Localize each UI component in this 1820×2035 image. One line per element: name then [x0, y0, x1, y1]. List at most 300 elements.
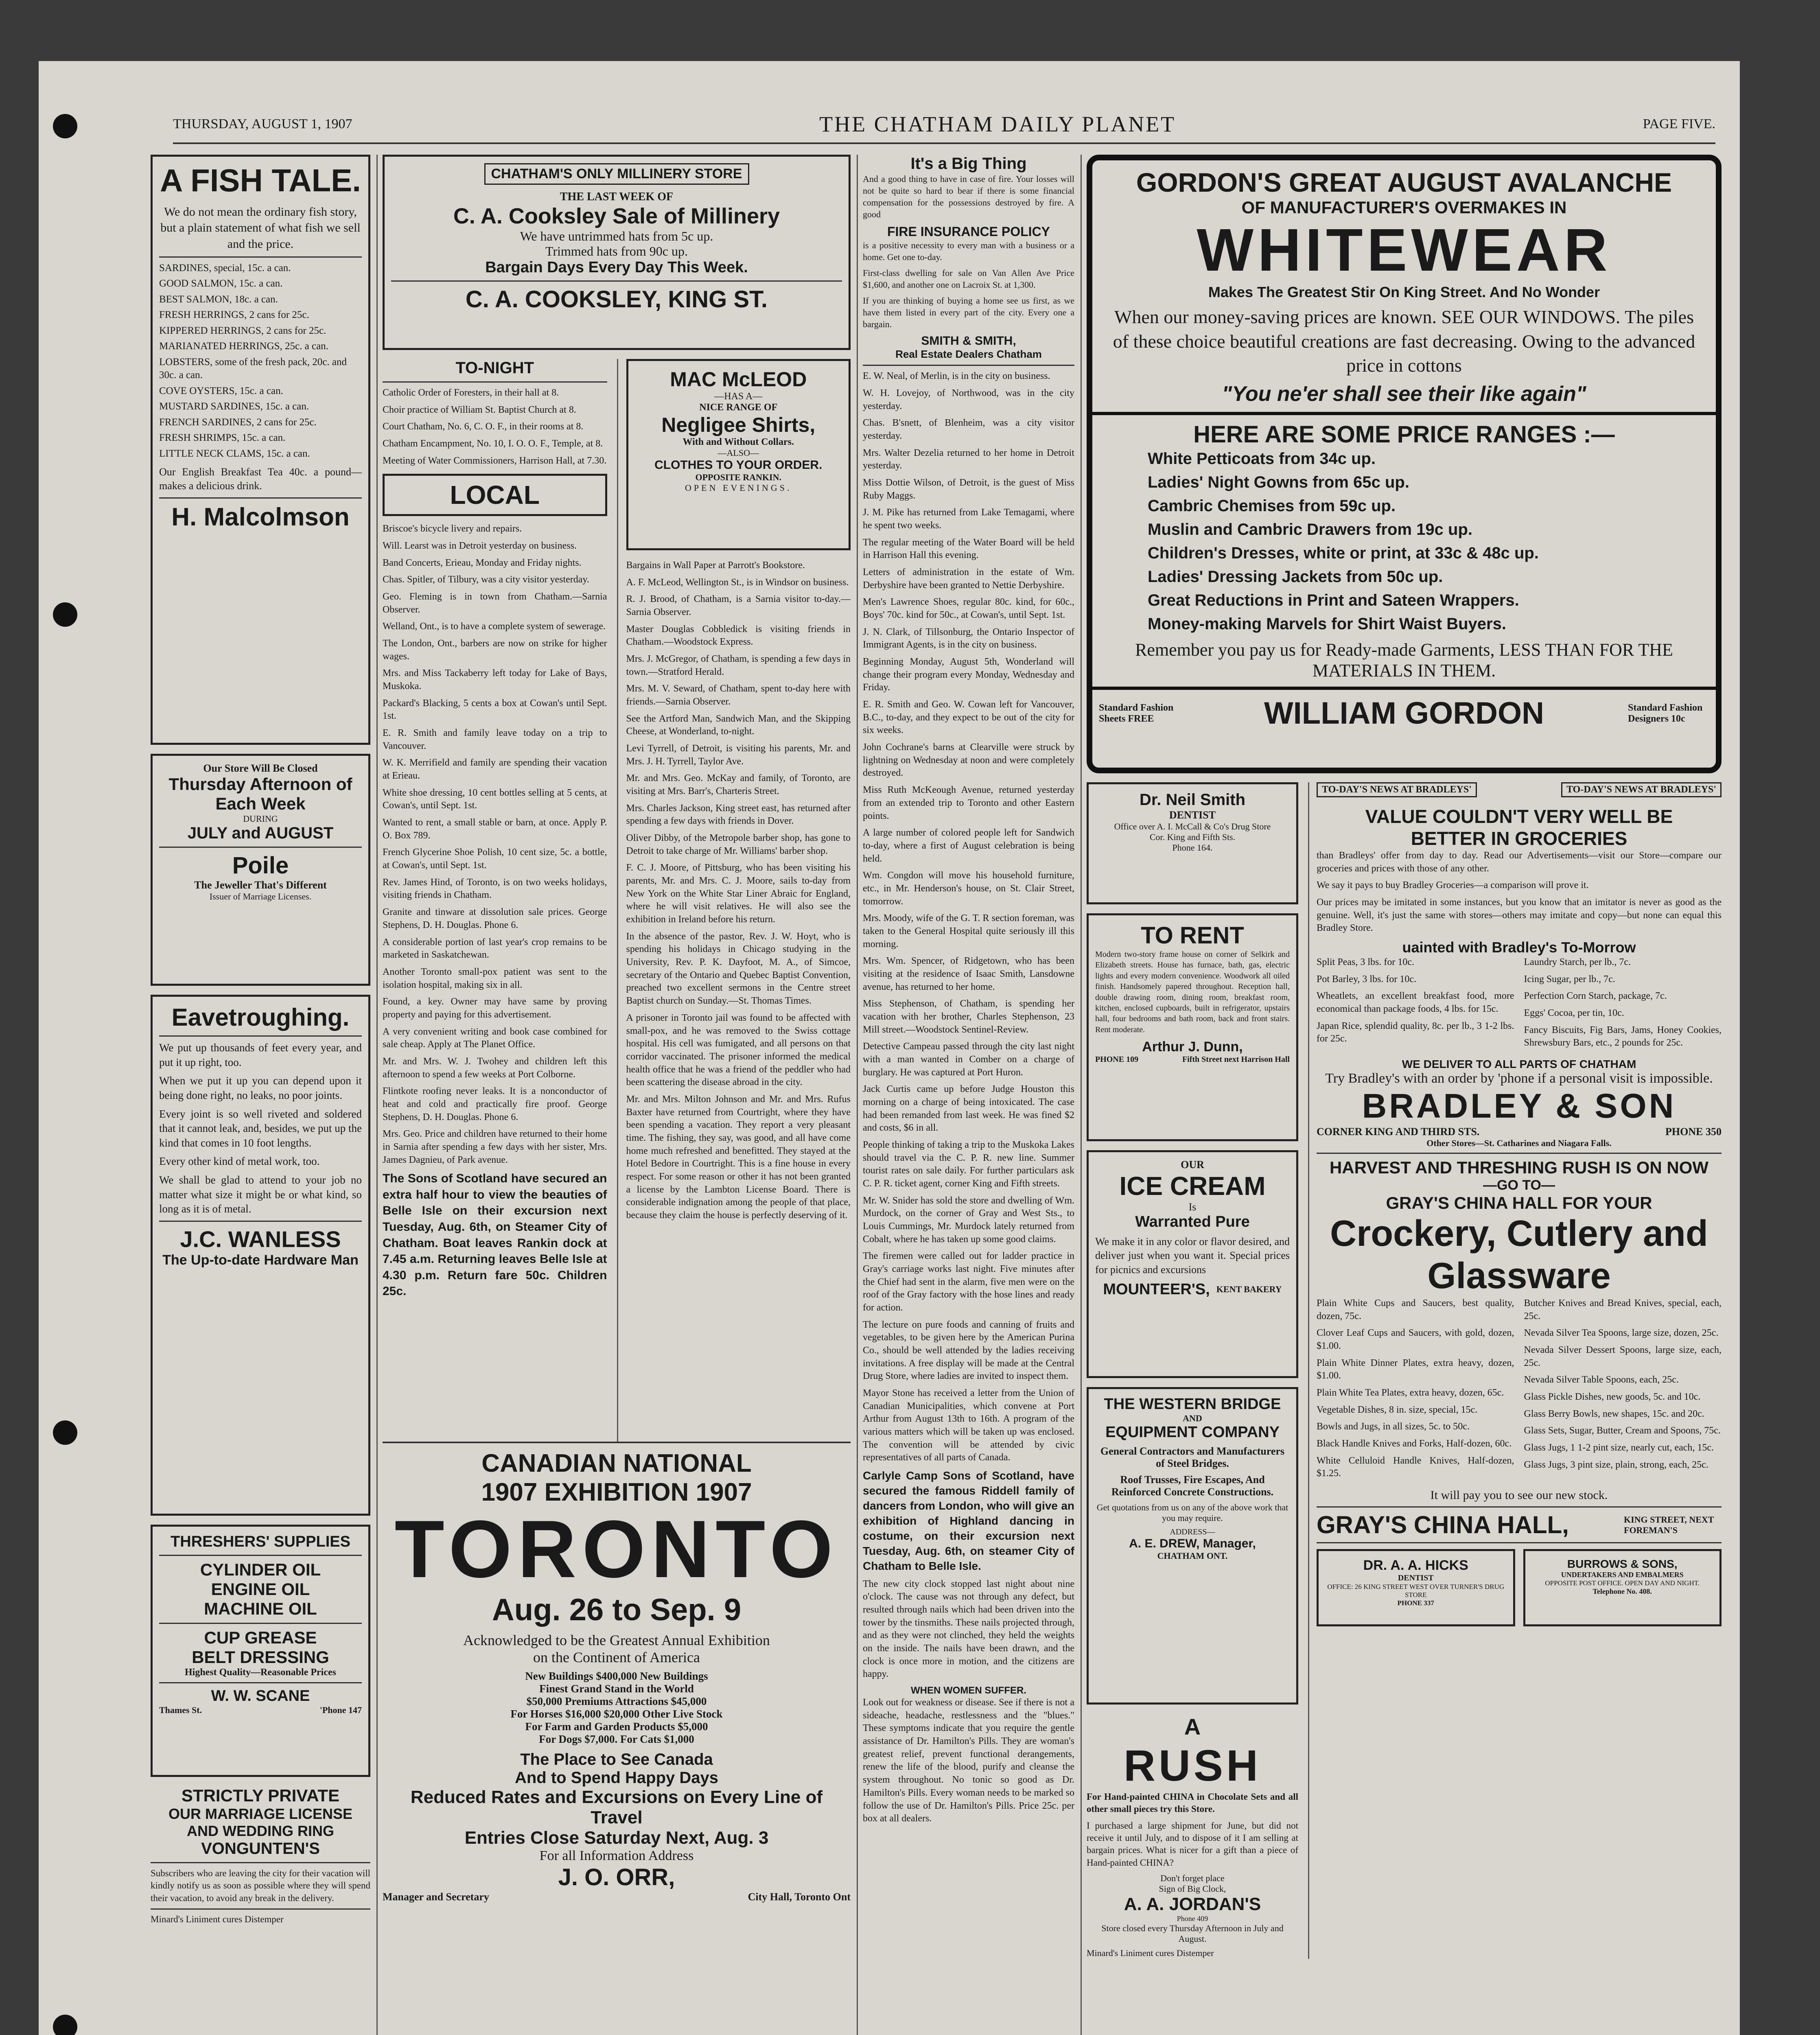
ad-title: C. A. Cooksley Sale of Millinery — [453, 204, 780, 228]
news-item: Wanted to rent, a small stable or barn, at once. Apply P. O. Box 789. — [383, 817, 607, 841]
ad-line: Trimmed hats from 90c up. — [545, 244, 688, 258]
ad-line: Manager and Secretary — [383, 1891, 489, 1903]
advertiser-name: SMITH & SMITH, — [921, 334, 1016, 348]
list-item: Bowls and Jugs, in all sizes, 5c. to 50c. — [1317, 1421, 1470, 1432]
news-item: A prisoner in Toronto jail was found to be affected with small-pox, and he was removed to the Swiss cottage hospital. His cell was fumigated, and all persons on that corridor vaccinated. The prisoner informed the medical health office that he was a friend of the peddler who had been scattering the disease abroad in the city. — [626, 1012, 851, 1088]
ad-title: Negligee Shirts, — [661, 414, 816, 436]
ad-line: ENGINE OIL — [211, 1580, 310, 1599]
fish-price-list — [159, 262, 362, 461]
binder-hole — [53, 602, 77, 627]
address: City Hall, Toronto Ont — [748, 1891, 851, 1903]
ad-line: And to Spend Happy Days — [514, 1769, 719, 1787]
news-item: Welland, Ont., is to have a complete system of sewerage. — [383, 621, 606, 632]
news-item: The regular meeting of the Water Board will be held in Harrison Hall this evening. — [863, 537, 1074, 561]
news-item: The London, Ont., barbers are now on strike for higher wages. — [383, 638, 607, 662]
ad-line: Don't forget place — [1160, 1873, 1225, 1884]
news-item: Rev. James Hind, of Toronto, is on two weeks holidays, visiting friends in Chatham. — [383, 877, 607, 901]
news-item: Miss Ruth McKeough Avenue, returned yesterday from an extended trip to Toronto and other Eastern points. — [863, 785, 1074, 821]
ad-line: Warranted Pure — [1135, 1213, 1250, 1230]
ad-line: UNDERTAKERS AND EMBALMERS — [1561, 1571, 1684, 1579]
ad-line: BELT DRESSING — [192, 1648, 329, 1667]
binder-hole — [53, 1420, 77, 1445]
news-item: Another Toronto small-pox patient was sent to the isolation hospital, making six in all. — [383, 966, 607, 990]
news-item-highlight: The Sons of Scotland have secured an extra half hour to view the beauties of Belle Isle on their excursion next Tuesday, Aug. 6th, on Steamer City of Chatham. Boat leaves Rankin dock at 7.45 a.m. Returning leaves Belle Isle at 4.30 p.m. Return fare 50c. Children 25c. — [383, 1172, 607, 1298]
list-item: FRESH HERRINGS, 2 cans for 25c. — [159, 309, 309, 321]
news-item: W. H. Lovejoy, of Northwood, was in the city yesterday. — [863, 388, 1074, 411]
list-item: FRESH SHRIMPS, 15c. a can. — [159, 432, 286, 444]
crockery-prices — [1317, 1297, 1722, 1484]
news-item: Men's Lawrence Shoes, regular 80c. kind, for 60c., Boys' 70c. kind for 50c., at Cowan's, until Sept. 1st. — [863, 597, 1074, 621]
news-item: Mrs. Charles Jackson, King street east, has returned after spending a few days with friends in Dover. — [626, 803, 851, 827]
ad-line: Cor. King and Fifth Sts. — [1149, 832, 1236, 842]
advertiser-name: J.C. WANLESS — [180, 1226, 341, 1252]
list-item: Glass Jugs, 1 1-2 pint size, nearly cut, each, 15c. — [1524, 1442, 1714, 1453]
ad-line: TO-DAY'S NEWS AT BRADLEYS' — [1561, 782, 1722, 797]
news-item: Geo. Fleming is in town from Chatham.—Sarnia Observer. — [383, 591, 607, 615]
list-item: Plain White Dinner Plates, extra heavy, dozen, $1.00. — [1317, 1357, 1514, 1381]
ad-paragraph: For Hand-painted CHINA in Chocolate Sets and all other small pieces try this Store. — [1087, 1792, 1298, 1814]
ad-paragraph: than Bradleys' offer from day to day. Read our Advertisements—visit our Store—compare our groceries and prices with those of any other. — [1317, 850, 1722, 874]
news-item: The new city clock stopped last night about nine o'clock. The cause was not through any defect, but resulted through nails which had been driven into the tower by the tinsmiths. These nails projected through, and as they were not clinched, they held the weights on the inside. The nails have been drawn, and the clock is once more in motion, and the citizens are happy. — [863, 1578, 1074, 1680]
ad-line: The Place to See Canada — [520, 1751, 713, 1768]
ice-cream-ad — [1087, 1150, 1298, 1378]
news-item: White shoe dressing, 10 cent bottles selling at 5 cents, at Cowan's, until Sept. 1st. — [383, 787, 607, 811]
ad-line: CUP GREASE — [204, 1628, 317, 1647]
news-item: Mrs. Geo. Price and children have returned to their home in Sarnia after spending a few days with her sister, Mrs. James Dagnieu, of Park avenue. — [383, 1129, 607, 1165]
news-item: Jack Curtis came up before Judge Houston this morning on a charge of being intoxicated. The case had been remanded from last week. He was fined $2 and costs, $6 in all. — [863, 1084, 1074, 1133]
list-item: LOBSTERS, some of the fresh pack, 20c. and 30c. a can. — [159, 356, 347, 381]
section-heading: WHEN WOMEN SUFFER. — [911, 1685, 1026, 1696]
news-item: Levi Tyrrell, of Detroit, is visiting his parents, Mr. and Mrs. J. H. Tyrrell, Taylor Ave. — [626, 743, 851, 767]
ad-line: NICE RANGE OF — [699, 402, 778, 413]
ad-title: THRESHERS' SUPPLIES — [171, 1533, 350, 1550]
list-item: BEST SALMON, 18c. a can. — [159, 293, 278, 305]
ad-line: TO-DAY'S NEWS AT BRADLEYS' — [1317, 782, 1477, 797]
news-item: R. J. Brood, of Chatham, is a Sarnia visitor to-day.—Sarnia Observer. — [626, 594, 851, 618]
ad-line: A. E. DREW, Manager, — [1129, 1537, 1256, 1550]
list-item: Vegetable Dishes, 8 in. size, special, 15c. — [1317, 1404, 1478, 1415]
column-1 — [151, 155, 370, 2035]
address: KING STREET, NEXT FOREMAN'S — [1624, 1514, 1714, 1535]
ad-dates: Aug. 26 to Sep. 9 — [492, 1593, 742, 1627]
news-item: Miss Stephenson, of Chatham, is spending her vacation with her brother, Charles Stephenson, 23 Mill street.—Woodstock Sentinel-Review. — [863, 998, 1074, 1035]
news-item: Meeting of Water Commissioners, Harrison Hall, at 7.30. — [383, 455, 607, 466]
ad-line: DURING — [243, 814, 278, 824]
news-item: Mr. and Mrs. Geo. McKay and family, of Toronto, are visiting at Mrs. Barr's, Charteris Street. — [626, 773, 851, 797]
advertiser-name: BRADLEY & SON — [1362, 1087, 1676, 1125]
ad-line: Store closed every Thursday Afternoon in July and August. — [1101, 1923, 1284, 1944]
news-item: The firemen were called out for ladder practice in Gray's carriage works last night. Five minutes after the Chief had sent in the alarm, five men were on the roof of the Gray factory with the hose lines and ready for action. — [863, 1251, 1074, 1313]
ad-line: Makes The Greatest Stir On King Street. And No Wonder — [1208, 283, 1600, 300]
advertiser-name: GRAY'S CHINA HALL, — [1317, 1511, 1569, 1539]
list-item: Cambric Chemises from 59c up. — [1148, 497, 1396, 515]
ad-title: Crockery, Cutlery and Glassware — [1330, 1213, 1708, 1296]
ad-line: For Dogs $7,000. For Cats $1,000 — [539, 1733, 694, 1745]
news-item: Choir practice of William St. Baptist Church at 8. — [383, 404, 576, 415]
advertiser-name: MOUNTEER'S, — [1103, 1280, 1210, 1298]
phone: Phone 409 — [1177, 1915, 1208, 1923]
news-item: Miss Dottie Wilson, of Detroit, is the guest of Miss Ruby Maggs. — [863, 477, 1074, 501]
vonguntens-ad — [151, 1786, 370, 1926]
masthead: THE CHATHAM DAILY PLANET — [819, 112, 1176, 136]
ad-line: Office over A. I. McCall & Co's Drug Store — [1114, 821, 1271, 832]
ad-line: General Contractors and Manufacturers of Steel Bridges. — [1100, 1445, 1285, 1469]
ad-line: CANADIAN NATIONAL — [481, 1449, 752, 1477]
list-item: Plain White Tea Plates, extra heavy, dozen, 65c. — [1317, 1387, 1504, 1398]
ad-line: Finest Grand Stand in the World — [539, 1683, 694, 1695]
ad-paragraph: When our money-saving prices are known. SEE OUR WINDOWS. The piles of these choice beautiful creations are fast decreasing. Owing to the advanced price in cottons — [1113, 306, 1695, 376]
advertiser-name: J. O. ORR, — [558, 1864, 675, 1891]
ad-line: OPPOSITE RANKIN. — [695, 472, 781, 482]
news-item: A. F. McLeod, Wellington St., is in Windsor on business. — [626, 577, 849, 588]
ad-line: —ALSO— — [718, 448, 759, 458]
phone: 'Phone 147 — [319, 1705, 362, 1715]
news-item: E. R. Smith and Geo. W. Cowan left for Vancouver, B.C., to-day, and they expect to be out of the city for six weeks. — [863, 699, 1074, 736]
list-item: Laundry Starch, per lb., 7c. — [1524, 957, 1631, 968]
ad-paragraph: Every other kind of metal work, too. — [159, 1155, 320, 1168]
news-item: Mr. W. Snider has sold the store and dwelling of Wm. Murdock, on the corner of Gray and West Sts., to Louis Cummings, Mr. Murdock lately returned from Cobalt, where he has taken up some good claims. — [863, 1195, 1074, 1245]
gordon-whitewear-ad — [1087, 155, 1722, 773]
address: OPPOSITE POST OFFICE. OPEN DAY AND NIGHT. — [1545, 1579, 1700, 1587]
list-item: Eggs' Cocoa, per tin, 10c. — [1524, 1008, 1624, 1019]
ad-line: GORDON'S GREAT AUGUST AVALANCHE — [1136, 167, 1672, 197]
news-item: Will. Learst was in Detroit yesterday on business. — [383, 540, 577, 551]
list-item: Muslin and Cambric Drawers from 19c up. — [1148, 521, 1472, 539]
list-item: MARIANATED HERRINGS, 25c. a can. — [159, 341, 328, 352]
local-news-column — [383, 359, 607, 1442]
millinery-ad — [383, 155, 851, 350]
list-item: Split Peas, 3 lbs. for 10c. — [1317, 957, 1414, 968]
news-item: Mrs. Walter Dezelia returned to her home in Detroit yesterday. — [863, 447, 1074, 471]
ad-line: STRICTLY PRIVATE — [181, 1786, 340, 1805]
news-item: A large number of colored people left for Sandwich to-day, where a first of August celebration is being held. — [863, 827, 1074, 864]
ad-line: Reduced Rates and Excursions on Every Line of Travel — [410, 1787, 823, 1827]
ad-line: THE LAST WEEK OF — [560, 190, 674, 203]
list-item: White Petticoats from 34c up. — [1148, 450, 1376, 468]
to-rent-ad — [1087, 913, 1298, 1141]
advertiser-name: MAC McLEOD — [670, 368, 807, 391]
ad-line: —GO TO— — [1483, 1177, 1555, 1193]
ad-line: Acknowledged to be the Greatest Annual Exhibition on the Continent of America — [463, 1632, 770, 1665]
list-item: Pot Barley, 3 lbs. for 10c. — [1317, 974, 1417, 985]
news-item: A considerable portion of last year's crop remains to be marketed in Saskatchewan. — [383, 937, 607, 961]
tea-note: Our English Breakfast Tea 40c. a pound—makes a delicious drink. — [159, 466, 362, 492]
ad-line: WE DELIVER TO ALL PARTS OF CHATHAM — [1402, 1058, 1636, 1071]
exhibition-ad — [383, 1442, 851, 1903]
ad-line: CHATHAM'S ONLY MILLINERY STORE — [484, 163, 749, 185]
list-item: COVE OYSTERS, 15c. a can. — [159, 385, 283, 396]
list-item: Perfection Corn Starch, package, 7c. — [1524, 991, 1667, 1002]
list-item: Nevada Silver Table Spoons, each, 25c. — [1524, 1374, 1679, 1385]
binder-hole — [53, 114, 77, 138]
news-item: W. K. Merrifield and family are spending their vacation at Erieau. — [383, 757, 607, 781]
ad-line: THE WESTERN BRIDGE — [1104, 1396, 1281, 1413]
ad-title: Eavetroughing. — [171, 1004, 350, 1031]
ad-line: Bargain Days Every Day This Week. — [485, 259, 748, 276]
ad-title: ICE CREAM — [1119, 1171, 1266, 1201]
ad-line: Try Bradley's with an order by 'phone if a personal visit is impossible. — [1325, 1071, 1713, 1086]
advertiser-name: Dr. Neil Smith — [1139, 791, 1246, 809]
ad-paragraph: And a good thing to have in case of fire. Your losses will not be quite so hard to bear if there is some financial compensation for the possessions destroyed by fire. A good — [863, 174, 1074, 220]
news-item: See the Artford Man, Sandwich Man, and the Skipping Cheese, at Wonderland, to-night. — [626, 713, 851, 737]
ad-line: uainted with Bradley's To-Morrow — [1402, 939, 1636, 956]
ad-line: Standard Fashion Designers 10c — [1628, 702, 1703, 724]
news-item: John Cochrane's barns at Clearville were struck by lightning on Wednesday at noon and were completely destroyed. — [863, 742, 1074, 779]
section-heading: TO-NIGHT — [455, 359, 534, 377]
ad-line: JULY and AUGUST — [187, 824, 334, 842]
ad-line: CYLINDER OIL — [200, 1560, 321, 1579]
bradley-gray-column — [1308, 782, 1722, 1959]
list-item: KIPPERED HERRINGS, 2 cans for 25c. — [159, 325, 326, 336]
ad-paragraph: First-class dwelling for sale on Van Allen Ave Price $1,600, and another one on Lacroix St. at 1,300. — [863, 268, 1074, 290]
news-item: Mrs. and Miss Tackaberry left today for Lake of Bays, Muskoka. — [383, 668, 607, 692]
ad-line: Phone 164. — [1172, 842, 1213, 853]
ad-title: BETTER IN GROCERIES — [1411, 828, 1628, 849]
ad-line: Remember you pay us for Ready-made Garments, LESS THAN FOR THE MATERIALS IN THEM. — [1135, 640, 1673, 681]
footer-note: Minard's Liniment cures Distemper — [151, 1914, 284, 1925]
list-item: White Celluloid Handle Knives, Half-dozen, $1.25. — [1317, 1455, 1514, 1479]
ad-line: Issuer of Marriage Licenses. — [209, 891, 312, 902]
section-heading: LOCAL — [450, 480, 540, 510]
news-item: Mrs. Moody, wife of the G. T. R section foreman, was taken to the General Hospital quite seriously ill this morning. — [863, 913, 1074, 950]
ad-intro: We do not mean the ordinary fish story, but a plain statement of what fish we sell and the price. — [160, 205, 361, 251]
list-item: Clover Leaf Cups and Saucers, with gold, dozen, $1.00. — [1317, 1328, 1514, 1352]
ad-line: OF MANUFACTURER'S OVERMAKES IN — [1241, 198, 1567, 217]
right-section — [1087, 155, 1722, 2035]
list-item: Nevada Silver Dessert Spoons, large size, each, 25c. — [1524, 1345, 1722, 1368]
news-item: Oliver Dibby, of the Metropole barber shop, has gone to Detroit to take charge of Mr. Williams' barber shop. — [626, 833, 851, 856]
ad-line: FIRE INSURANCE POLICY — [887, 224, 1050, 239]
news-item: Granite and tinware at dissolution sale prices. George Stephens, D. H. Douglas. Phone 6. — [383, 907, 607, 930]
address: Fifth Street next Harrison Hall — [1182, 1055, 1290, 1064]
news-item: Court Chatham, No. 6, C. O. F., in their rooms at 8. — [383, 421, 584, 432]
list-item: Butcher Knives and Bread Knives, special, each, 25c. — [1524, 1298, 1722, 1322]
newspaper-page — [39, 61, 1740, 2035]
page-header — [173, 106, 1715, 144]
list-item: Plain White Cups and Saucers, best quality, dozen, 75c. — [1317, 1298, 1514, 1322]
page-number: PAGE FIVE. — [1643, 116, 1715, 131]
news-item: Packard's Blacking, 5 cents a box at Cowan's until Sept. 1st. — [383, 698, 607, 722]
ad-line: Sign of Big Clock, — [1159, 1884, 1226, 1894]
ad-line: —HAS A— — [714, 391, 763, 402]
ad-paragraph: Every joint is so well riveted and soldered that it cannot leak, and, besides, we put up the kind that comes in 10 foot lengths. — [159, 1107, 362, 1149]
personals-column — [617, 359, 851, 1442]
ad-paragraph: If you are thinking of buying a home see us first, as we have them listed in every part of the city. Every one a bargain. — [863, 295, 1074, 330]
ad-line: The Jeweller That's Different — [194, 879, 327, 891]
news-item: Chas. B'snett, of Blenheim, was a city visitor yesterday. — [863, 418, 1074, 442]
news-item: Mrs. J. McGregor, of Chatham, is spending a few days in town.—Stratford Herald. — [626, 654, 851, 677]
ad-line: Thursday Afternoon of Each Week — [168, 775, 352, 813]
address: Thames St. — [159, 1705, 202, 1715]
ad-line: For all Information Address — [539, 1848, 694, 1863]
advertiser-name: A. A. JORDAN'S — [1124, 1894, 1261, 1915]
advertiser-name: W. W. SCANE — [211, 1687, 310, 1705]
advertiser-name: Poile — [232, 852, 289, 879]
rush-ad — [1087, 1713, 1298, 1959]
ad-line: AND WEDDING RING — [187, 1823, 334, 1839]
ad-line: Is — [1188, 1201, 1197, 1213]
column-4 — [863, 155, 1074, 2035]
phone: PHONE 109 — [1095, 1055, 1139, 1064]
list-item: FRENCH SARDINES, 2 cans for 25c. — [159, 416, 317, 428]
list-item: LITTLE NECK CLAMS, 15c. a can. — [159, 448, 310, 459]
list-item: Great Reductions in Print and Sateen Wrappers. — [1148, 591, 1519, 610]
ad-line: $50,000 Premiums Attractions $45,000 — [526, 1695, 707, 1707]
news-item: Catholic Order of Foresters, in their hall at 8. — [383, 387, 559, 398]
news-item: Mrs. M. V. Seward, of Chatham, spent to-day here with friends.—Sarnia Observer. — [626, 683, 851, 707]
ad-line: "You ne'er shall see their like again" — [1222, 382, 1586, 406]
list-item: Money-making Marvels for Shirt Waist Buyers. — [1148, 615, 1506, 633]
news-item: J. M. Pike has returned from Lake Temagami, where he spent two weeks. — [863, 507, 1074, 531]
ad-line: Roof Trusses, Fire Escapes, And Reinforced Concrete Constructions. — [1111, 1474, 1274, 1498]
advertiser-name: WILLIAM GORDON — [1264, 696, 1544, 731]
ad-title: VALUE COULDN'T VERY WELL BE — [1365, 806, 1673, 827]
ad-line: Entries Close Saturday Next, Aug. 3 — [464, 1828, 769, 1848]
news-item: Mrs. Wm. Spencer, of Ridgetown, who has been visiting at the residence of Isaac Smith, Lansdowne avenue, has returned to her home. — [863, 956, 1074, 992]
news-item: J. N. Clark, of Tillsonburg, the Ontario Inspector of Immigrant Agents, is in the city on business. — [863, 626, 1074, 650]
news-item: People thinking of taking a trip to the Muskoka Lakes should travel via the C. P. R. new line. Summer tourist rates on sale daily. For further particulars ask C. P. R. ticket agent, corner King and Fifth streets. — [863, 1139, 1074, 1189]
ad-paragraph: We put up thousands of feet every year, and put it up right, too. — [159, 1042, 362, 1068]
grocery-prices — [1317, 956, 1722, 1054]
ad-title: A FISH TALE. — [160, 162, 361, 198]
ad-line: Real Estate Dealers Chatham — [895, 348, 1042, 361]
news-item: Detective Campeau passed through the city last night with a man wanted in Comber on a charge of burglary. He was captured at Port Huron. — [863, 1041, 1074, 1078]
ad-title: It's a Big Thing — [910, 155, 1027, 173]
ad-line: For Horses $16,000 $20,000 Other Live Stock — [510, 1708, 723, 1720]
ad-paragraph: We say it pays to buy Bradley Groceries—a comparison will prove it. — [1317, 880, 1589, 891]
news-item: Chatham Encampment, No. 10, I. O. O. F., Temple, at 8. — [383, 438, 603, 449]
news-item: Chas. Spitler, of Tilbury, was a city visitor yesterday. — [383, 574, 589, 585]
ad-line: Get quotations from us on any of the above work that you may require. — [1096, 1502, 1288, 1523]
news-item: Band Concerts, Erieau, Monday and Friday nights. — [383, 557, 582, 568]
news-item: Look out for weakness or disease. See if there is not a sideache, headache, restlessness and the "blues." These symptoms indicate that you require the gentle assistance of Dr. Hamilton's Pills. They are woman's greatest relief, prevent functional derangements, renew the life of the blood, purify and cleanse the system throughout. No tonic so good as Dr. Hamilton's Pills. Every woman needs to be marked so follow the use of Dr. Hamilton's Pills. Price 25c. per box at all dealers. — [863, 1697, 1074, 1824]
dr-smith-ad — [1087, 782, 1298, 904]
list-item: Wheatlets, an excellent breakfast food, more economical than package foods, 4 lbs. for 15c. — [1317, 991, 1514, 1015]
ad-line: The Up-to-date Hardware Man — [162, 1252, 359, 1268]
list-item: Nevada Silver Tea Spoons, large size, dozen, 25c. — [1524, 1328, 1719, 1339]
right-ads-column — [1087, 782, 1298, 1959]
eavetroughing-ad — [151, 995, 370, 1516]
news-item: Found, a key. Owner may have same by proving property and paying for this advertisement. — [383, 996, 607, 1020]
ad-paragraph: I purchased a large shipment for June, but did not receive it until July, and to dispose of it I am selling at bargain prices. What is nicer for a gift than a piece of Hand-painted CHINA? — [1087, 1820, 1298, 1868]
ad-line: OUR MARRIAGE LICENSE — [168, 1805, 353, 1822]
ad-paragraph: Our prices may be imitated in some instances, but you know that an imitator is never as good as the genuine. Well, it's just the same with stores—others may imitate and copy—but none can equal this Bradley Store. — [1317, 897, 1722, 934]
advertiser-name: DR. A. A. HICKS — [1363, 1558, 1468, 1573]
ad-line: CLOTHES TO YOUR ORDER. — [654, 458, 822, 472]
phone: PHONE 337 — [1397, 1599, 1434, 1607]
news-item: E. R. Smith and family leave today on a trip to Vancouver. — [383, 728, 607, 751]
news-item: Wm. Congdon will move his household furniture, etc., in Mr. Henderson's house, on St. Clair Street, tomorrow. — [863, 870, 1074, 907]
address: OFFICE: 26 KING STREET WEST OVER TURNER'S DRUG STORE — [1327, 1583, 1505, 1599]
advertiser-name: Arthur J. Dunn, — [1142, 1039, 1243, 1055]
ad-paragraph: Modern two-story frame house on corner of Selkirk and Elizabeth streets. House has furnace, bath, gas, electric lights and every modern convenience. Woodwork all oiled finish. Handsomely papered throughout. Reception hall, double drawing room, dining room, breakfast room, kitchen, enclosed cupboards, built in refrigerator, upstairs hall, four bedrooms and bath room, back and front stairs. Rent moderate. — [1095, 950, 1290, 1034]
ad-paragraph: We shall be glad to attend to your job no matter what size it might be or what kind, so long as it is of metal. — [159, 1174, 362, 1215]
advertiser-name: H. Malcolmson — [171, 503, 350, 531]
threshers-supplies-ad — [151, 1525, 370, 1777]
ad-line: 1907 EXHIBITION 1907 — [481, 1478, 752, 1506]
news-item: Mr. and Mrs. W. J. Twohey and children left this afternoon to spend a few weeks at Port Colborne. — [383, 1056, 607, 1080]
news-item: E. W. Neal, of Merlin, is in the city on business. — [863, 371, 1050, 382]
ad-line: Our Store Will Be Closed — [203, 762, 318, 774]
ad-line: OPEN EVENINGS. — [685, 483, 792, 493]
advertiser-name: BURROWS & SONS, — [1567, 1558, 1678, 1571]
ad-line: Standard Fashion Sheets FREE — [1099, 702, 1174, 724]
macleod-ad — [626, 359, 851, 550]
news-item: Letters of administration in the estate of Wm. Derbyshire have been granted to Nettie Derbyshire. — [863, 567, 1074, 591]
ad-line: Other Stores—St. Catharines and Niagara Falls. — [1426, 1138, 1612, 1149]
phone: PHONE 350 — [1665, 1126, 1722, 1138]
ad-line: DENTIST — [1398, 1573, 1434, 1583]
gordon-price-list — [1148, 448, 1709, 635]
address: CORNER KING AND THIRD STS. — [1317, 1126, 1480, 1138]
news-item: Briscoe's bicycle livery and repairs. — [383, 523, 522, 534]
footer-note: Minard's Liniment cures Distemper — [1087, 1948, 1214, 1958]
news-item: The lecture on pure foods and canning of fruits and vegetables, to be given here by the American Purina Co., should be well attended by the ladies receiving invitations. A free display will be made at the Central Drug Store, where ladies are invited to inspect them. — [863, 1319, 1074, 1382]
dr-hicks-ad — [1317, 1549, 1515, 1626]
ad-paragraph: When we put it up you can depend upon it being done right, no leaks, no poor joints. — [159, 1074, 362, 1101]
western-bridge-ad — [1087, 1387, 1298, 1705]
list-item: GOOD SALMON, 15c. a can. — [159, 278, 283, 289]
binder-hole — [53, 2015, 77, 2035]
news-item: Bargains in Wall Paper at Parrott's Bookstore. — [626, 560, 805, 571]
list-item: Glass Jugs, 3 pint size, plain, strong, each, 25c. — [1524, 1459, 1708, 1470]
news-item: F. C. J. Moore, of Pittsburg, who has been visiting his parents, Mr. and Mrs. C. J. Moore, sails to-day from New York on the White Star Liner Abraic for England, where he will visit relatives. He will also see the exhibition in Ireland before his return. — [626, 862, 851, 925]
ad-line: A — [1184, 1714, 1201, 1740]
poile-ad — [151, 754, 370, 986]
ad-line: Highest Quality—Reasonable Prices — [185, 1667, 336, 1678]
fish-tale-ad — [151, 155, 370, 745]
list-item: MUSTARD SARDINES, 15c. a can. — [159, 401, 309, 412]
news-item: Beginning Monday, August 5th, Wonderland will change their program every Monday, Wednesday and Friday. — [863, 656, 1074, 693]
list-item: Ladies' Night Gowns from 65c up. — [1148, 473, 1409, 492]
ad-line: OUR — [1181, 1159, 1204, 1171]
column-2-3 — [383, 155, 851, 2035]
news-item: French Glycerine Shoe Polish, 10 cent size, 5c. a bottle, at Cowan's, until Sept. 1st. — [383, 847, 607, 871]
ad-title: TORONTO — [394, 1504, 839, 1595]
list-item: Japan Rice, splendid quality, 8c. per lb., 3 1-2 lbs. for 25c. — [1317, 1020, 1514, 1044]
phone: Telephone No. 408. — [1592, 1587, 1652, 1596]
issue-date: THURSDAY, AUGUST 1, 1907 — [173, 116, 352, 131]
ad-line: KENT BAKERY — [1216, 1284, 1282, 1295]
ad-line: HERE ARE SOME PRICE RANGES :— — [1193, 421, 1615, 448]
news-item: Master Douglas Cobbledick is visiting friends in Chatham.—Woodstock Express. — [626, 624, 851, 648]
list-item: Glass Sets, Sugar, Butter, Cream and Spoons, 75c. — [1524, 1425, 1721, 1436]
news-item: In the absence of the pastor, Rev. J. W. Hoyt, who is spending his holidays in Chicago studying in the University, Rev. P. K. Dayfoot, M. A., of Simcoe, secretary of the Ontario and Quebec Baptist Convention, preached two excellent sermons in the Centre street Baptist church on Sunday.—St. Thomas Times. — [626, 931, 851, 1007]
ad-title: WHITEWEAR — [1197, 217, 1612, 284]
advertiser-name: EQUIPMENT COMPANY — [1105, 1424, 1280, 1441]
list-item: SARDINES, special, 15c. a can. — [159, 262, 291, 274]
list-item: Black Handle Knives and Forks, Half-dozen, 60c. — [1317, 1438, 1512, 1449]
news-item: Flintkote roofing never leaks. It is a nonconductor of heat and cold and practically fire proof. George Stephens, D. H. Douglas. Phone 6. — [383, 1086, 607, 1123]
ad-line: ADDRESS— — [1170, 1527, 1215, 1536]
ad-line: GRAY'S CHINA HALL FOR YOUR — [1386, 1193, 1652, 1213]
list-item: Glass Pickle Dishes, new goods, 5c. and 10c. — [1524, 1392, 1701, 1403]
news-item: A very convenient writing and book case combined for sale cheap. Apply at The Planet Office. — [383, 1026, 607, 1050]
ad-line: AND — [1183, 1413, 1202, 1423]
ad-line: For Farm and Garden Products $5,000 — [525, 1720, 708, 1733]
ad-line: MACHINE OIL — [204, 1599, 317, 1618]
ad-line: HARVEST AND THRESHING RUSH IS ON NOW — [1329, 1158, 1709, 1177]
ad-line: DENTIST — [1169, 809, 1216, 821]
ad-line: We have untrimmed hats from 5c up. — [520, 229, 713, 243]
ad-line: New Buildings $400,000 New Buildings — [525, 1670, 708, 1682]
news-item-highlight: Carlyle Camp Sons of Scotland, have secured the famous Riddell family of dancers from London, who will give an exhibition of Highland dancing in costume, on their excursion next Tuesday, Aug. 6th, on steamer City of Chatham to Belle Isle. — [863, 1469, 1074, 1572]
ad-line: It will pay you to see our new stock. — [1430, 1488, 1608, 1502]
list-item: Glass Berry Bowls, new shapes, 15c. and 20c. — [1524, 1408, 1704, 1419]
ad-title: RUSH — [1123, 1741, 1262, 1790]
advertiser-name: C. A. COOKSLEY, KING ST. — [465, 286, 768, 313]
news-item: Mayor Stone has received a letter from the Union of Canadian Municipalities, which convene at Port Arthur from August 13th to 16th. A program of the various matters which will be taken up was enclosed. The convention will be attended by civic representatives of all parts of Canada. — [863, 1388, 1074, 1463]
